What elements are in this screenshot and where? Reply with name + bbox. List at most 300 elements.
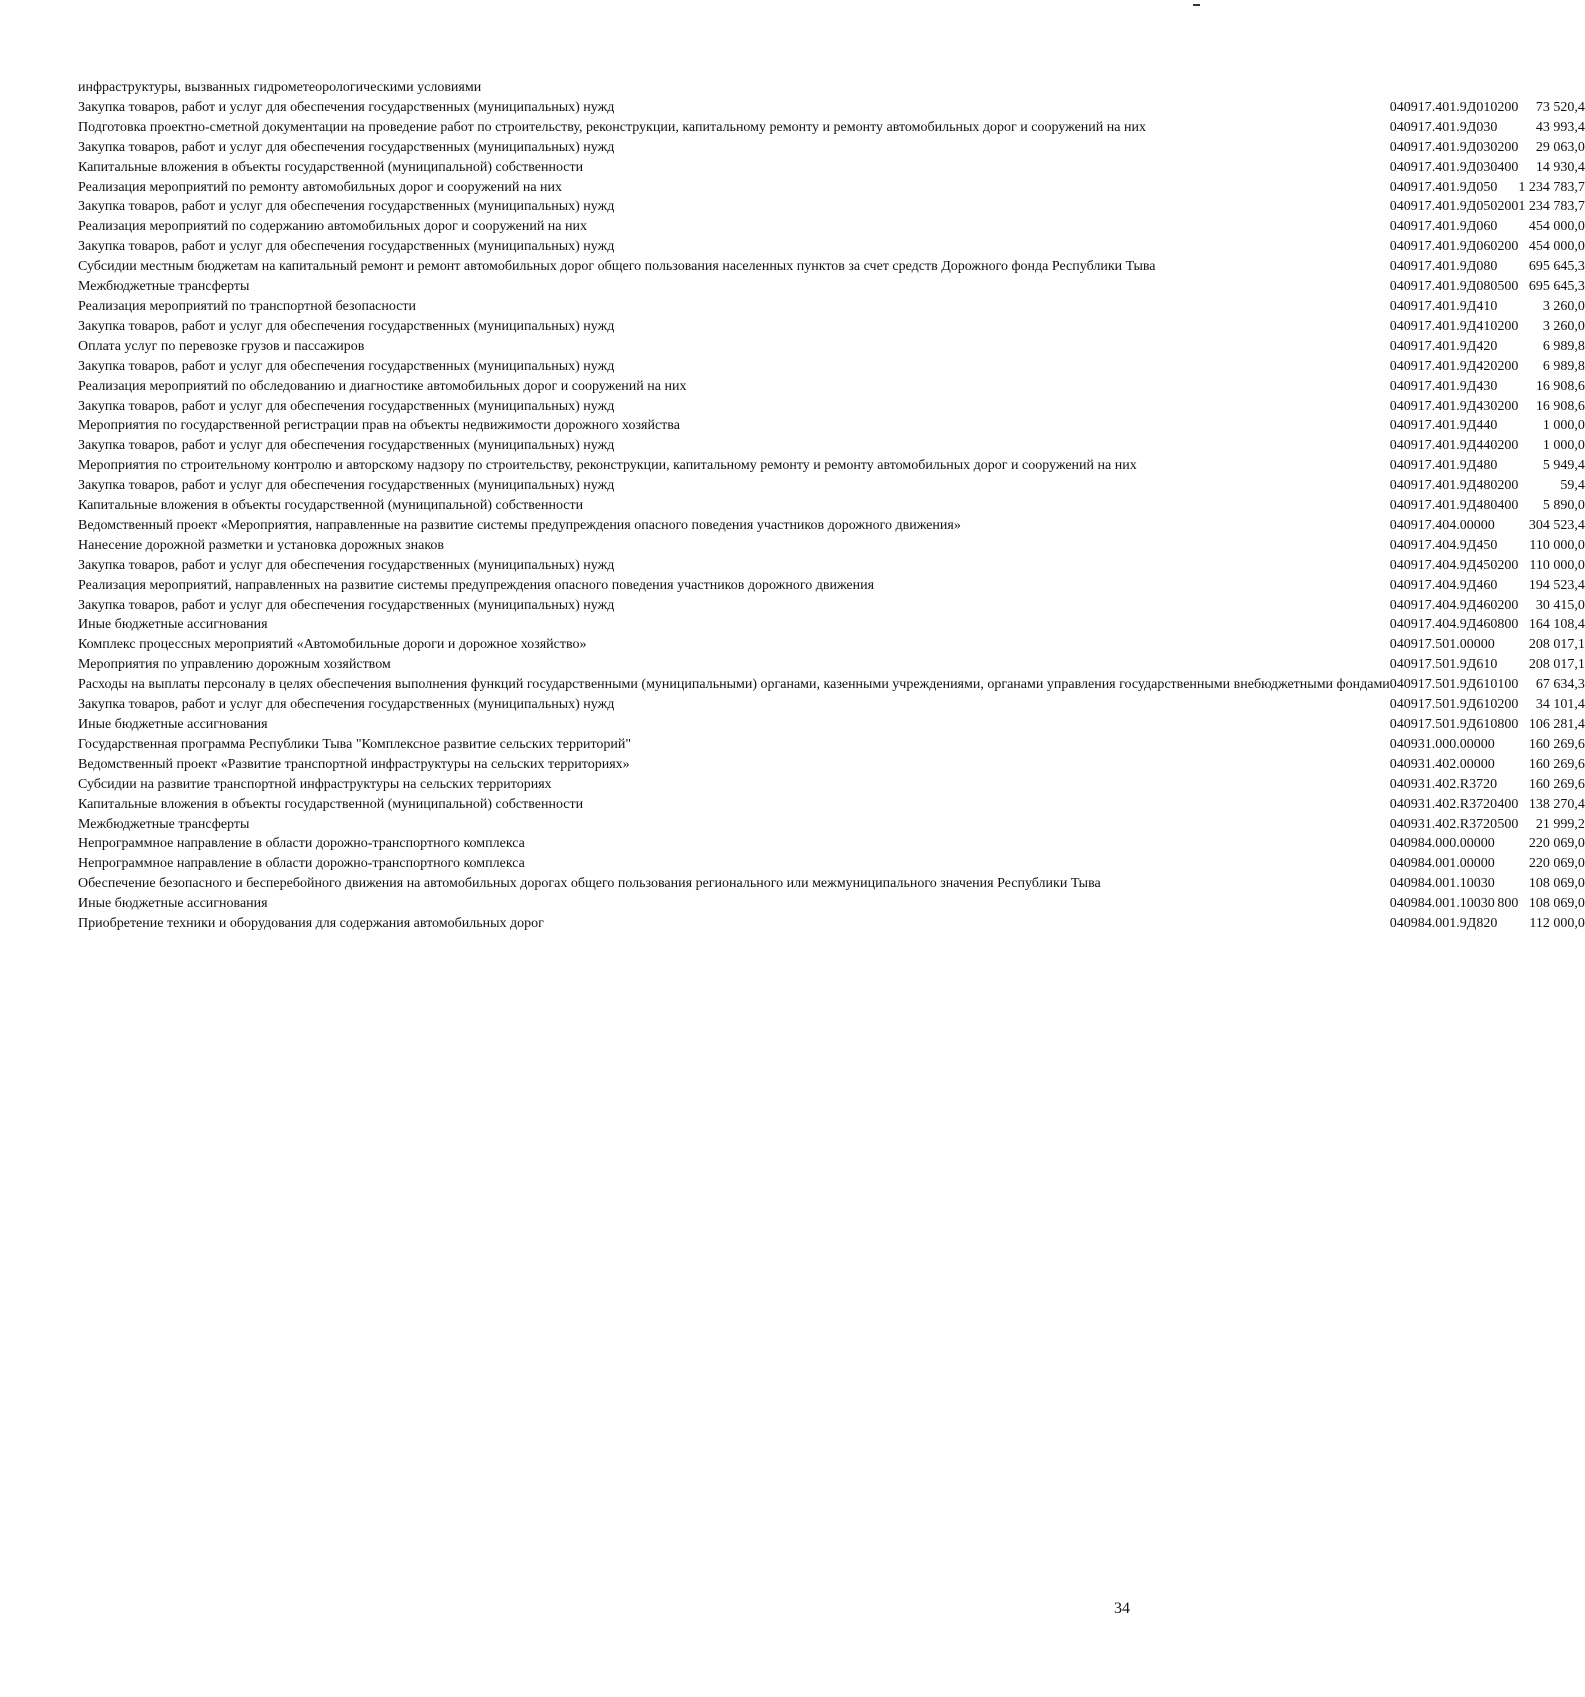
row-amount: 208 017,1 bbox=[1528, 637, 1585, 653]
row-subsection bbox=[1404, 78, 1418, 98]
row-target-article: 17.404.9Д460 bbox=[1417, 597, 1498, 613]
row-amount: 110 000,0 bbox=[1529, 537, 1585, 553]
table-row bbox=[78, 795, 1585, 815]
row-subsection: 09 bbox=[1403, 896, 1418, 912]
row-name: Капитальные вложения в объекты государственной (муниципальной) собственности bbox=[78, 159, 584, 175]
row-name: Ведомственный проект «Мероприятия, направленные на развитие системы предупреждения опасного поведения участников дорожного движения» bbox=[78, 517, 961, 533]
row-expense-type: 800 bbox=[1497, 717, 1519, 732]
row-expense-type bbox=[1497, 78, 1518, 98]
row-section: 04 bbox=[1389, 577, 1404, 593]
row-target-article bbox=[1418, 78, 1498, 98]
table-row bbox=[78, 158, 1585, 178]
row-target-article: 17.401.9Д050 bbox=[1417, 179, 1498, 195]
row-section: 04 bbox=[1389, 498, 1404, 514]
row-subsection: 09 bbox=[1403, 916, 1418, 932]
row-subsection: 09 bbox=[1403, 99, 1418, 115]
table-row bbox=[78, 775, 1585, 795]
row-amount: 194 523,4 bbox=[1528, 577, 1585, 593]
row-name: Закупка товаров, работ и услуг для обеспечения государственных (муниципальных) нужд bbox=[78, 597, 615, 613]
table-row bbox=[78, 576, 1585, 596]
table-row bbox=[78, 815, 1585, 835]
row-name: Мероприятия по строительному контролю и авторскому надзору по строительству, реконструкции, капитальному ремонту и ремонту автомобильных дорог и сооружений на них bbox=[78, 458, 1137, 474]
row-expense-type bbox=[1497, 118, 1518, 138]
row-target-article: 17.401.9Д480 bbox=[1417, 478, 1498, 494]
row-amount: 160 269,6 bbox=[1528, 736, 1585, 752]
budget-table-body bbox=[78, 78, 1585, 934]
row-amount: 164 108,4 bbox=[1528, 617, 1585, 633]
row-amount: 43 993,4 bbox=[1535, 119, 1585, 135]
row-section: 04 bbox=[1389, 876, 1404, 892]
row-name: Закупка товаров, работ и услуг для обеспечения государственных (муниципальных) нужд bbox=[78, 398, 615, 414]
row-name: Реализация мероприятий по транспортной безопасности bbox=[78, 298, 417, 314]
row-subsection: 09 bbox=[1403, 776, 1418, 792]
row-expense-type: 200 bbox=[1497, 99, 1519, 115]
row-name: Закупка товаров, работ и услуг для обеспечения государственных (муниципальных) нужд bbox=[78, 239, 615, 255]
row-name: Мероприятия по управлению дорожным хозяйством bbox=[78, 657, 391, 673]
row-target-article: 17.401.9Д030 bbox=[1417, 139, 1498, 155]
row-subsection: 09 bbox=[1403, 498, 1418, 514]
row-name: инфраструктуры, вызванных гидрометеорологическими условиями bbox=[78, 80, 482, 95]
row-amount: 5 949,4 bbox=[1542, 458, 1585, 474]
table-row bbox=[78, 834, 1585, 854]
row-section: 04 bbox=[1389, 597, 1404, 613]
table-row bbox=[78, 277, 1585, 297]
row-amount: 106 281,4 bbox=[1528, 717, 1585, 732]
row-expense-type: 400 bbox=[1497, 498, 1519, 514]
row-subsection: 09 bbox=[1403, 736, 1418, 752]
table-row bbox=[78, 695, 1585, 715]
row-amount: 1 234 783,7 bbox=[1518, 179, 1585, 195]
row-name: Капитальные вложения в объекты государственной (муниципальной) собственности bbox=[78, 796, 584, 812]
row-name: Непрограммное направление в области дорожно-транспортного комплекса bbox=[78, 836, 525, 852]
row-section: 04 bbox=[1389, 776, 1404, 792]
row-section: 04 bbox=[1389, 557, 1404, 573]
row-section: 04 bbox=[1389, 139, 1404, 155]
row-target-article: 84.001.10030 bbox=[1417, 876, 1495, 892]
row-section: 04 bbox=[1389, 836, 1404, 852]
table-row bbox=[78, 138, 1585, 158]
row-subsection: 09 bbox=[1403, 298, 1418, 314]
row-section: 04 bbox=[1389, 378, 1404, 394]
row-target-article: 17.401.9Д050 bbox=[1417, 199, 1498, 215]
row-subsection: 09 bbox=[1403, 677, 1418, 693]
row-expense-type: 200 bbox=[1497, 358, 1519, 374]
row-amount: 112 000,0 bbox=[1529, 916, 1585, 932]
row-name: Ведомственный проект «Развитие транспортной инфраструктуры на сельских территориях» bbox=[78, 756, 630, 772]
row-subsection: 09 bbox=[1403, 876, 1418, 892]
table-row bbox=[78, 217, 1585, 237]
row-section: 04 bbox=[1389, 478, 1404, 494]
table-row bbox=[78, 516, 1585, 536]
table-row bbox=[78, 98, 1585, 118]
row-name: Государственная программа Республики Тыва "Комплексное развитие сельских территорий" bbox=[78, 736, 632, 752]
row-target-article: 31.000.00000 bbox=[1417, 736, 1495, 752]
row-target-article: 17.401.9Д480 bbox=[1417, 458, 1498, 474]
row-section: 04 bbox=[1389, 517, 1404, 533]
table-row bbox=[78, 317, 1585, 337]
row-section: 04 bbox=[1389, 896, 1404, 912]
row-expense-type: 200 bbox=[1497, 139, 1519, 155]
row-name: Реализация мероприятий, направленных на развитие системы предупреждения опасного поведения участников дорожного движения bbox=[78, 577, 875, 593]
table-row bbox=[78, 476, 1585, 496]
row-target-article: 17.501.9Д610 bbox=[1417, 717, 1498, 732]
table-row bbox=[78, 556, 1585, 576]
row-target-article: 31.402.R3720 bbox=[1417, 776, 1498, 792]
table-row bbox=[78, 377, 1585, 397]
row-expense-type bbox=[1497, 755, 1518, 775]
row-expense-type: 200 bbox=[1497, 478, 1519, 494]
row-target-article: 17.401.9Д420 bbox=[1417, 338, 1498, 354]
row-subsection: 09 bbox=[1403, 597, 1418, 613]
row-amount: 304 523,4 bbox=[1528, 517, 1585, 533]
row-section: 04 bbox=[1389, 239, 1404, 255]
table-row bbox=[78, 397, 1585, 417]
row-amount: 454 000,0 bbox=[1528, 239, 1585, 255]
row-expense-type bbox=[1497, 257, 1518, 277]
table-row bbox=[78, 257, 1585, 277]
row-subsection: 09 bbox=[1403, 756, 1418, 772]
row-section: 04 bbox=[1389, 99, 1404, 115]
row-target-article: 17.404.00000 bbox=[1417, 517, 1495, 533]
table-row bbox=[78, 297, 1585, 317]
row-amount: 30 415,0 bbox=[1535, 597, 1585, 613]
row-subsection: 09 bbox=[1403, 816, 1418, 832]
row-section: 04 bbox=[1389, 736, 1404, 752]
table-row bbox=[78, 615, 1585, 635]
row-expense-type: 100 bbox=[1497, 677, 1519, 693]
row-name: Межбюджетные трансферты bbox=[78, 816, 250, 832]
row-expense-type bbox=[1497, 914, 1518, 934]
row-target-article: 17.401.9Д010 bbox=[1417, 99, 1498, 115]
row-target-article: 17.404.9Д450 bbox=[1417, 557, 1498, 573]
row-expense-type bbox=[1497, 217, 1518, 237]
row-section: 04 bbox=[1389, 617, 1404, 633]
row-name: Расходы на выплаты персоналу в целях обеспечения выполнения функций государственными (муниципальными) органами, казенными учреждениями, органами управления государственными внебюджетными фондами bbox=[78, 677, 1390, 693]
row-amount: 67 634,3 bbox=[1535, 677, 1585, 693]
row-target-article: 17.404.9Д450 bbox=[1417, 537, 1498, 553]
row-amount: 73 520,4 bbox=[1535, 99, 1585, 115]
row-amount bbox=[1518, 78, 1585, 98]
row-subsection: 09 bbox=[1403, 378, 1418, 394]
table-row bbox=[78, 675, 1585, 695]
row-amount: 160 269,6 bbox=[1528, 776, 1585, 792]
row-expense-type bbox=[1497, 874, 1518, 894]
row-expense-type: 200 bbox=[1497, 597, 1519, 613]
row-expense-type: 500 bbox=[1497, 816, 1519, 832]
row-amount: 220 069,0 bbox=[1528, 836, 1585, 852]
row-expense-type: 200 bbox=[1497, 199, 1519, 215]
table-row bbox=[78, 755, 1585, 775]
row-subsection: 09 bbox=[1403, 478, 1418, 494]
row-name: Непрограммное направление в области дорожно-транспортного комплекса bbox=[78, 856, 525, 872]
row-target-article: 84.001.10030 bbox=[1417, 896, 1495, 912]
row-section: 04 bbox=[1389, 159, 1404, 175]
row-expense-type bbox=[1497, 377, 1518, 397]
row-target-article: 17.404.9Д460 bbox=[1417, 617, 1498, 633]
row-name: Реализация мероприятий по содержанию автомобильных дорог и сооружений на них bbox=[78, 219, 587, 235]
row-amount: 1 000,0 bbox=[1542, 438, 1585, 454]
row-name: Закупка товаров, работ и услуг для обеспечения государственных (муниципальных) нужд bbox=[78, 99, 615, 115]
row-expense-type: 200 bbox=[1497, 557, 1519, 573]
row-section: 04 bbox=[1389, 677, 1404, 693]
row-section: 04 bbox=[1389, 298, 1404, 314]
row-name: Подготовка проектно-сметной документации на проведение работ по строительству, реконструкции, капитальному ремонту и ремонту автомобильных дорог и сооружений на них bbox=[78, 119, 1146, 135]
row-target-article: 17.401.9Д480 bbox=[1417, 498, 1498, 514]
table-row bbox=[78, 337, 1585, 357]
row-name: Межбюджетные трансферты bbox=[78, 279, 250, 295]
table-row bbox=[78, 635, 1585, 655]
row-subsection: 09 bbox=[1403, 239, 1418, 255]
row-target-article: 17.401.9Д420 bbox=[1417, 358, 1498, 374]
row-section: 04 bbox=[1389, 418, 1404, 434]
table-row bbox=[78, 118, 1585, 138]
row-subsection: 09 bbox=[1403, 617, 1418, 633]
row-name: Закупка товаров, работ и услуг для обеспечения государственных (муниципальных) нужд bbox=[78, 478, 615, 494]
row-section: 04 bbox=[1389, 318, 1404, 334]
row-name: Мероприятия по государственной регистрации прав на объекты недвижимости дорожного хозяйства bbox=[78, 418, 680, 434]
row-target-article: 17.401.9Д410 bbox=[1417, 298, 1498, 314]
row-amount: 5 890,0 bbox=[1542, 498, 1585, 514]
row-amount: 695 645,3 bbox=[1528, 259, 1585, 275]
row-subsection: 09 bbox=[1403, 796, 1418, 812]
row-name: Иные бюджетные ассигнования bbox=[78, 617, 268, 633]
row-name: Закупка товаров, работ и услуг для обеспечения государственных (муниципальных) нужд bbox=[78, 139, 615, 155]
row-section: 04 bbox=[1389, 199, 1404, 215]
row-name: Нанесение дорожной разметки и установка дорожных знаков bbox=[78, 537, 445, 553]
row-expense-type bbox=[1497, 635, 1518, 655]
row-target-article: 17.401.9Д440 bbox=[1417, 418, 1498, 434]
row-section: 04 bbox=[1389, 358, 1404, 374]
table-row bbox=[78, 178, 1585, 198]
row-subsection: 09 bbox=[1403, 537, 1418, 553]
row-amount: 695 645,3 bbox=[1528, 279, 1585, 295]
row-subsection: 09 bbox=[1403, 657, 1418, 673]
row-target-article: 31.402.R3720 bbox=[1417, 796, 1498, 812]
row-section: 04 bbox=[1389, 219, 1404, 235]
table-row bbox=[78, 237, 1585, 257]
row-name: Приобретение техники и оборудования для содержания автомобильных дорог bbox=[78, 916, 544, 932]
table-row bbox=[78, 78, 1585, 98]
row-section: 04 bbox=[1389, 637, 1404, 653]
row-name: Обеспечение безопасного и бесперебойного движения на автомобильных дорогах общего пользования регионального или межмуниципального значения Республики Тыва bbox=[78, 876, 1101, 892]
row-amount: 110 000,0 bbox=[1529, 557, 1585, 573]
row-name: Иные бюджетные ассигнования bbox=[78, 896, 268, 912]
row-subsection: 09 bbox=[1403, 318, 1418, 334]
table-row bbox=[78, 436, 1585, 456]
row-section: 04 bbox=[1389, 179, 1404, 195]
row-subsection: 09 bbox=[1403, 139, 1418, 155]
row-target-article: 17.401.9Д080 bbox=[1417, 279, 1498, 295]
row-name: Реализация мероприятий по ремонту автомобильных дорог и сооружений на них bbox=[78, 179, 563, 195]
row-expense-type bbox=[1497, 456, 1518, 476]
row-target-article: 31.402.00000 bbox=[1417, 756, 1495, 772]
row-name: Комплекс процессных мероприятий «Автомобильные дороги и дорожное хозяйство» bbox=[78, 637, 587, 653]
table-row bbox=[78, 655, 1585, 675]
row-amount: 3 260,0 bbox=[1542, 318, 1585, 334]
table-row bbox=[78, 416, 1585, 436]
row-section: 04 bbox=[1389, 438, 1404, 454]
row-expense-type: 200 bbox=[1497, 697, 1519, 713]
row-subsection: 09 bbox=[1403, 697, 1418, 713]
row-target-article: 84.001.9Д820 bbox=[1417, 916, 1498, 932]
row-expense-type bbox=[1497, 516, 1518, 536]
row-expense-type: 400 bbox=[1497, 796, 1519, 812]
row-section: 04 bbox=[1389, 398, 1404, 414]
row-expense-type bbox=[1497, 297, 1518, 317]
row-expense-type bbox=[1497, 854, 1518, 874]
row-subsection: 09 bbox=[1403, 358, 1418, 374]
row-expense-type: 800 bbox=[1497, 896, 1519, 912]
table-row bbox=[78, 596, 1585, 616]
row-expense-type bbox=[1497, 178, 1518, 198]
row-subsection: 09 bbox=[1403, 199, 1418, 215]
row-target-article: 17.501.9Д610 bbox=[1417, 677, 1498, 693]
row-section: 04 bbox=[1389, 119, 1404, 135]
page-number: 34 bbox=[1114, 1600, 1130, 1617]
scan-edge-mark bbox=[1193, 4, 1200, 6]
row-target-article: 17.401.9Д080 bbox=[1417, 259, 1498, 275]
row-name: Капитальные вложения в объекты государственной (муниципальной) собственности bbox=[78, 498, 584, 514]
row-amount: 6 989,8 bbox=[1542, 338, 1585, 354]
row-amount: 220 069,0 bbox=[1528, 856, 1585, 872]
row-name: Закупка товаров, работ и услуг для обеспечения государственных (муниципальных) нужд bbox=[78, 557, 615, 573]
row-section: 04 bbox=[1389, 856, 1404, 872]
row-target-article: 17.501.9Д610 bbox=[1417, 697, 1498, 713]
table-row bbox=[78, 894, 1585, 914]
row-expense-type bbox=[1497, 416, 1518, 436]
row-section: 04 bbox=[1389, 816, 1404, 832]
table-row bbox=[78, 456, 1585, 476]
row-expense-type: 200 bbox=[1497, 318, 1519, 334]
table-row bbox=[78, 496, 1585, 516]
row-amount: 108 069,0 bbox=[1528, 896, 1585, 912]
row-amount: 16 908,6 bbox=[1535, 398, 1585, 414]
row-subsection: 09 bbox=[1403, 119, 1418, 135]
row-name: Иные бюджетные ассигнования bbox=[78, 717, 268, 732]
row-subsection: 09 bbox=[1403, 836, 1418, 852]
row-amount: 208 017,1 bbox=[1528, 657, 1585, 673]
row-expense-type: 400 bbox=[1497, 159, 1519, 175]
row-section: 04 bbox=[1389, 657, 1404, 673]
table-row bbox=[78, 197, 1585, 217]
row-name: Субсидии местным бюджетам на капитальный ремонт и ремонт автомобильных дорог общего пользования населенных пунктов за счет средств Дорожного фонда Республики Тыва bbox=[78, 259, 1156, 275]
row-name: Реализация мероприятий по обследованию и диагностике автомобильных дорог и сооружений на них bbox=[78, 378, 687, 394]
row-target-article: 84.000.00000 bbox=[1417, 836, 1495, 852]
row-subsection: 09 bbox=[1403, 259, 1418, 275]
row-subsection: 09 bbox=[1403, 557, 1418, 573]
row-name: Оплата услуг по перевозке грузов и пассажиров bbox=[78, 338, 365, 354]
row-amount: 21 999,2 bbox=[1535, 816, 1585, 832]
table-row bbox=[78, 914, 1585, 934]
row-subsection: 09 bbox=[1403, 717, 1418, 732]
row-expense-type bbox=[1497, 775, 1518, 795]
row-target-article: 17.401.9Д430 bbox=[1417, 378, 1498, 394]
row-section: 04 bbox=[1389, 279, 1404, 295]
row-section: 04 bbox=[1389, 458, 1404, 474]
row-section bbox=[1390, 78, 1404, 98]
row-subsection: 09 bbox=[1403, 219, 1418, 235]
row-amount: 29 063,0 bbox=[1535, 139, 1585, 155]
row-expense-type: 500 bbox=[1497, 279, 1519, 295]
row-amount: 34 101,4 bbox=[1535, 697, 1585, 713]
row-name: Закупка товаров, работ и услуг для обеспечения государственных (муниципальных) нужд bbox=[78, 697, 615, 713]
row-name: Закупка товаров, работ и услуг для обеспечения государственных (муниципальных) нужд bbox=[78, 438, 615, 454]
row-target-article: 17.501.00000 bbox=[1417, 637, 1495, 653]
row-amount: 3 260,0 bbox=[1542, 298, 1585, 314]
row-target-article: 17.401.9Д410 bbox=[1417, 318, 1498, 334]
row-subsection: 09 bbox=[1403, 279, 1418, 295]
row-expense-type bbox=[1497, 576, 1518, 596]
row-target-article: 31.402.R3720 bbox=[1417, 816, 1498, 832]
row-target-article: 17.401.9Д430 bbox=[1417, 398, 1498, 414]
row-name: Закупка товаров, работ и услуг для обеспечения государственных (муниципальных) нужд bbox=[78, 358, 615, 374]
row-target-article: 17.401.9Д060 bbox=[1417, 239, 1498, 255]
row-amount: 59,4 bbox=[1560, 478, 1585, 494]
row-section: 04 bbox=[1389, 916, 1404, 932]
row-section: 04 bbox=[1389, 338, 1404, 354]
row-target-article: 84.001.00000 bbox=[1417, 856, 1495, 872]
table-row bbox=[78, 735, 1585, 755]
row-subsection: 09 bbox=[1403, 418, 1418, 434]
table-row bbox=[78, 715, 1585, 735]
row-subsection: 09 bbox=[1403, 159, 1418, 175]
table-row bbox=[78, 854, 1585, 874]
row-expense-type: 800 bbox=[1497, 617, 1519, 633]
row-amount: 1 000,0 bbox=[1542, 418, 1585, 434]
row-amount: 138 270,4 bbox=[1528, 796, 1585, 812]
row-section: 04 bbox=[1389, 756, 1404, 772]
row-subsection: 09 bbox=[1403, 517, 1418, 533]
row-section: 04 bbox=[1389, 537, 1404, 553]
row-subsection: 09 bbox=[1403, 856, 1418, 872]
row-subsection: 09 bbox=[1403, 458, 1418, 474]
row-name: Закупка товаров, работ и услуг для обеспечения государственных (муниципальных) нужд bbox=[78, 318, 615, 334]
row-target-article: 17.401.9Д060 bbox=[1417, 219, 1498, 235]
row-subsection: 09 bbox=[1403, 577, 1418, 593]
row-amount: 1 234 783,7 bbox=[1518, 199, 1585, 215]
row-section: 04 bbox=[1389, 717, 1404, 732]
row-subsection: 09 bbox=[1403, 637, 1418, 653]
budget-table bbox=[78, 78, 1585, 934]
row-subsection: 09 bbox=[1403, 179, 1418, 195]
row-subsection: 09 bbox=[1403, 438, 1418, 454]
row-section: 04 bbox=[1389, 796, 1404, 812]
row-subsection: 09 bbox=[1403, 398, 1418, 414]
row-target-article: 17.404.9Д460 bbox=[1417, 577, 1498, 593]
row-expense-type bbox=[1497, 536, 1518, 556]
row-amount: 108 069,0 bbox=[1528, 876, 1585, 892]
row-amount: 16 908,6 bbox=[1535, 378, 1585, 394]
row-amount: 6 989,8 bbox=[1542, 358, 1585, 374]
row-target-article: 17.401.9Д030 bbox=[1417, 119, 1498, 135]
row-amount: 454 000,0 bbox=[1528, 219, 1585, 235]
row-expense-type bbox=[1497, 337, 1518, 357]
table-row bbox=[78, 536, 1585, 556]
row-amount: 160 269,6 bbox=[1528, 756, 1585, 772]
row-section: 04 bbox=[1389, 259, 1404, 275]
table-row bbox=[78, 357, 1585, 377]
row-name: Субсидии на развитие транспортной инфраструктуры на сельских территориях bbox=[78, 776, 552, 792]
row-amount: 14 930,4 bbox=[1535, 159, 1585, 175]
row-expense-type: 200 bbox=[1497, 239, 1519, 255]
row-expense-type bbox=[1497, 834, 1518, 854]
row-target-article: 17.401.9Д030 bbox=[1417, 159, 1498, 175]
row-expense-type: 200 bbox=[1497, 398, 1519, 414]
row-subsection: 09 bbox=[1403, 338, 1418, 354]
row-section: 04 bbox=[1389, 697, 1404, 713]
row-target-article: 17.401.9Д440 bbox=[1417, 438, 1498, 454]
row-expense-type bbox=[1497, 735, 1518, 755]
